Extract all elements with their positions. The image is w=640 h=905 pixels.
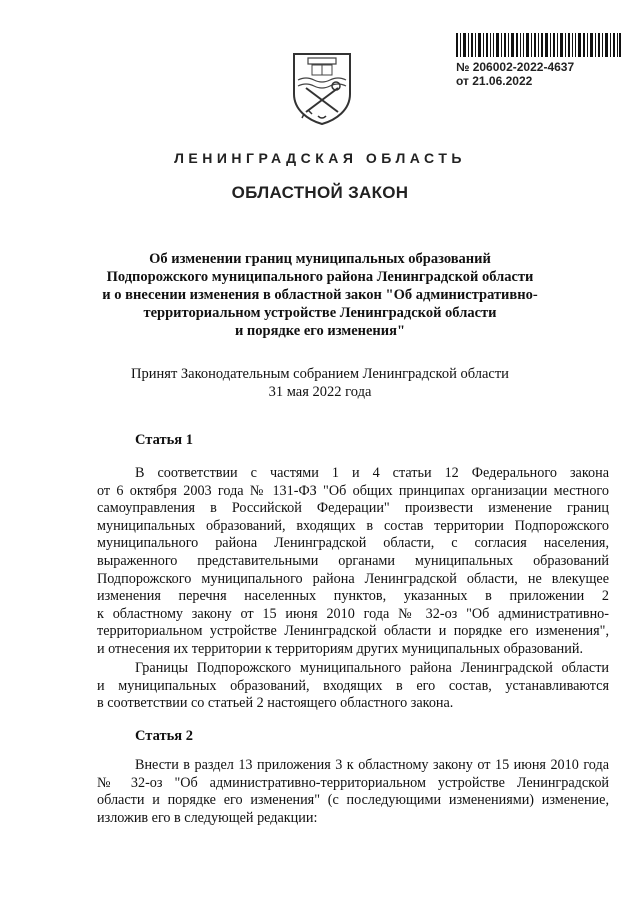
text-line: Внести в раздел 13 приложения 3 к областному закону от 15 июня 2010 года xyxy=(135,757,609,773)
text-line: изложив его в следующей редакции: xyxy=(97,809,318,826)
article-1-paragraph-1 xyxy=(97,465,609,659)
text-line: муниципальных образований, входящих в состав территории Подпорожского xyxy=(97,517,609,534)
text-line: выраженного представительными органами муниципальных образований xyxy=(97,552,609,569)
barcode xyxy=(456,33,621,57)
adoption-body: Принят Законодательным собранием Ленинградской области xyxy=(131,366,509,382)
article-2-heading: Статья 2 xyxy=(135,728,193,744)
title-line: и о внесении изменения в областной закон "Об административно- xyxy=(102,287,538,303)
text-line: и отнесения их территории к территориям других муниципальных образований. xyxy=(97,640,584,657)
title-line: Об изменении границ муниципальных образований xyxy=(149,251,491,267)
text-line: № 32-оз "Об административно-территориальном устройстве Ленинградской xyxy=(97,774,609,791)
text-line: к областному закону от 15 июня 2010 года № 32-оз "Об административно- xyxy=(97,605,609,622)
text-line: в соответствии со статьей 2 настоящего областного закона. xyxy=(97,695,454,712)
text-line: В соответствии с частями 1 и 4 статьи 12 Федерального закона xyxy=(135,465,609,481)
region-name: ЛЕНИНГРАДСКАЯ ОБЛАСТЬ xyxy=(174,150,466,166)
text-line: самоуправления в Российской Федерации" произвести изменение границ xyxy=(97,500,609,517)
article-1-heading: Статья 1 xyxy=(135,432,193,448)
article-2-paragraph-1 xyxy=(97,757,609,827)
coat-of-arms-emblem xyxy=(290,50,354,126)
text-line: от 6 октября 2003 года № 131-ФЗ "Об общих принципах организации местного xyxy=(97,482,609,499)
text-line: Границы Подпорожского муниципального района Ленинградской области xyxy=(135,660,609,676)
registration-number: № 206002-2022-4637 xyxy=(456,60,575,74)
text-line: и муниципальных образований, входящих в его состав, устанавливаются xyxy=(97,677,609,694)
document-type: ОБЛАСТНОЙ ЗАКОН xyxy=(231,183,409,202)
text-line: области и порядке его изменения" (с последующими изменениями) изменение, xyxy=(97,792,609,809)
text-line: территориальном устройстве Ленинградской области и порядке его изменения", xyxy=(97,623,609,640)
text-line: Подпорожского муниципального района Ленинградской области, не влекущее xyxy=(97,570,609,587)
title-line: территориальном устройстве Ленинградской области xyxy=(143,305,497,321)
text-line: изменения перечня населенных пунктов, указанных в приложении 2 xyxy=(97,588,609,605)
adoption-date: 31 мая 2022 года xyxy=(268,384,372,400)
adoption-note xyxy=(60,365,580,401)
law-title xyxy=(60,250,580,340)
registration-date: от 21.06.2022 xyxy=(456,74,533,88)
article-1-paragraph-2 xyxy=(97,660,609,713)
title-line: Подпорожского муниципального района Ленинградской области xyxy=(106,269,534,285)
text-line: муниципального района Ленинградской области, с согласия населения, xyxy=(97,535,609,552)
title-line: и порядке его изменения" xyxy=(234,323,406,339)
